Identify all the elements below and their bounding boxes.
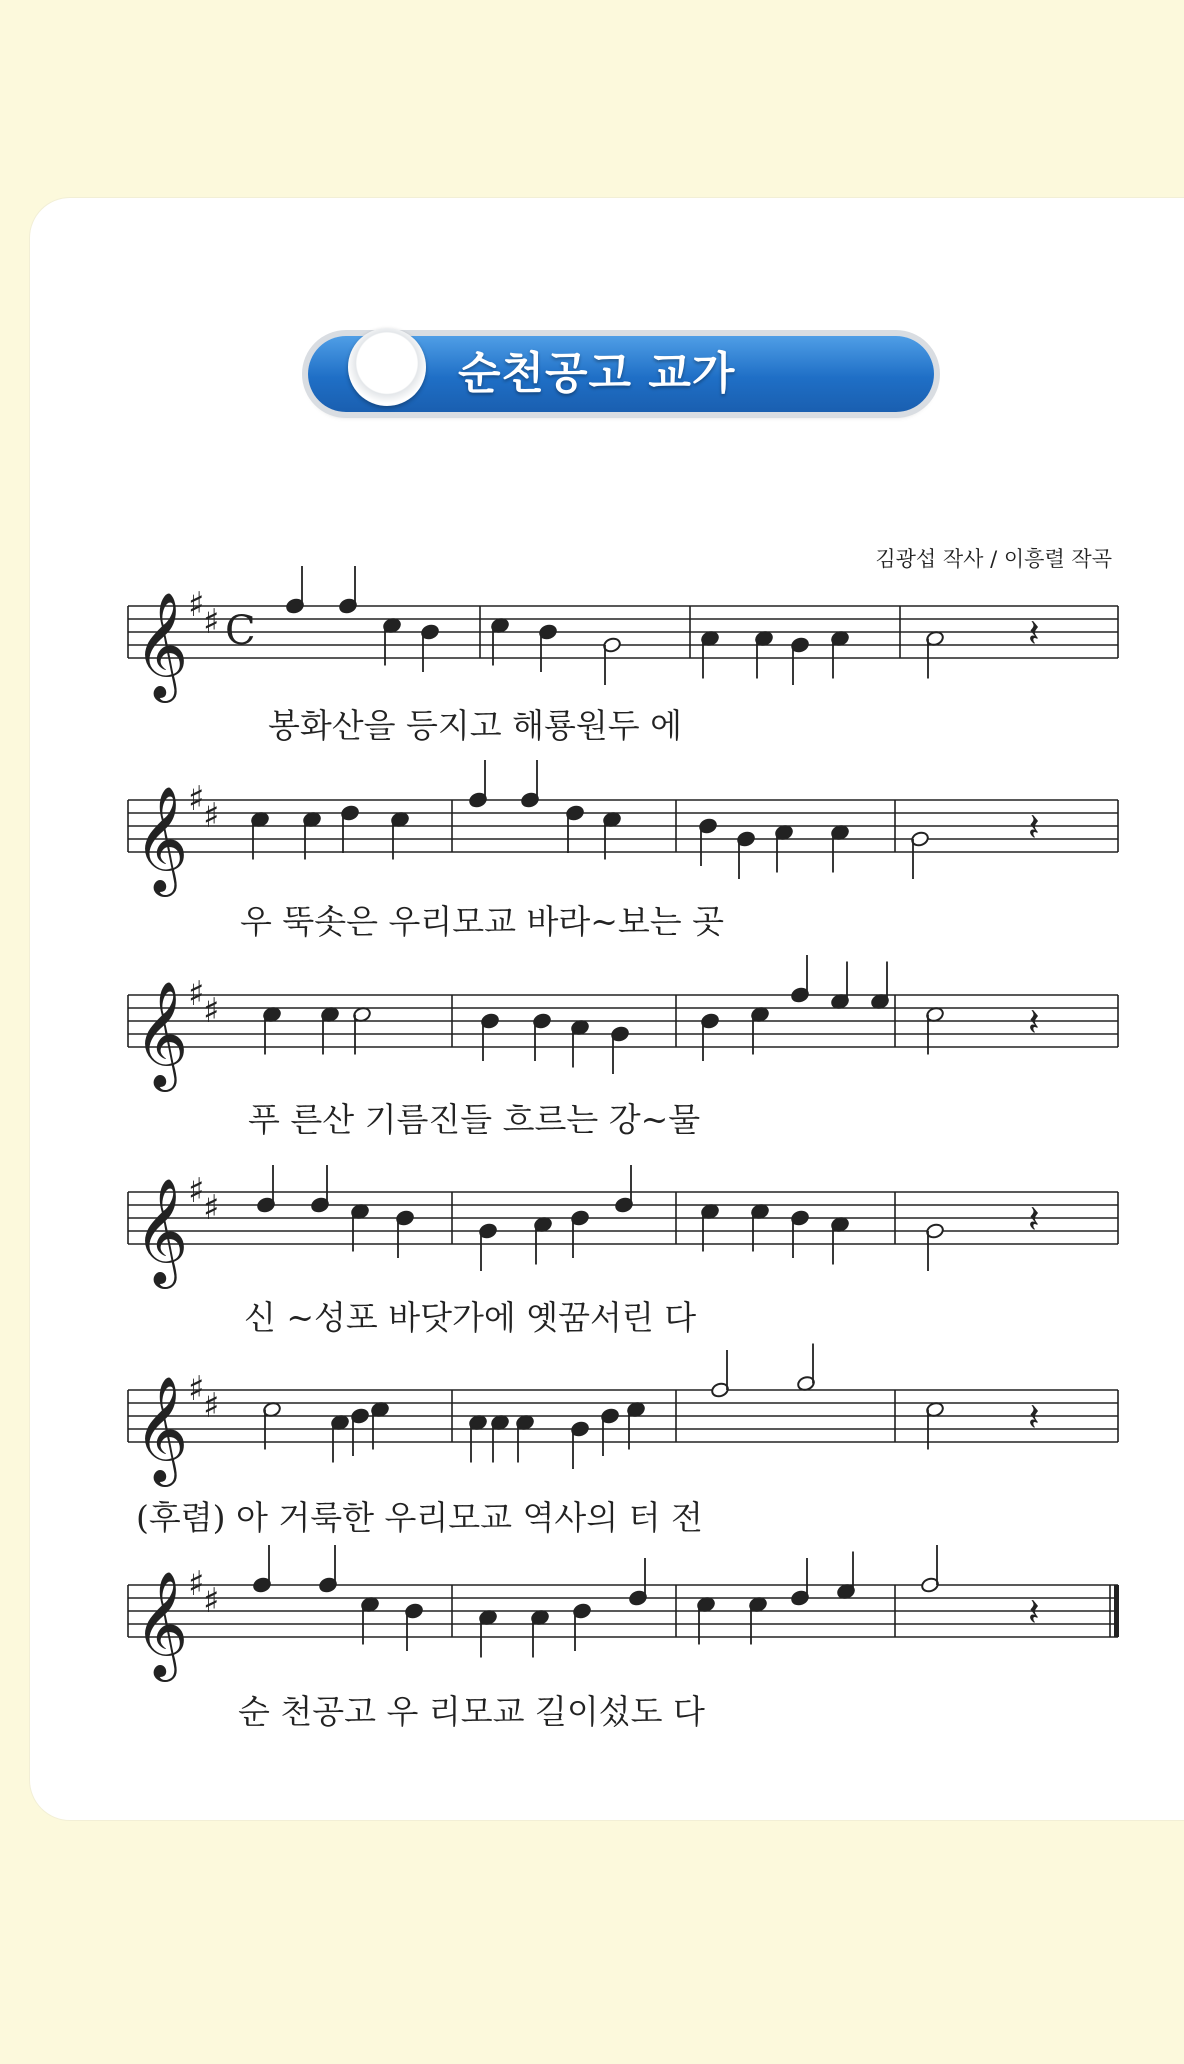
final-barline [1114, 1585, 1119, 1637]
quarter-rest-icon: 𝄽 [1028, 1590, 1040, 1634]
time-signature: C [225, 608, 256, 654]
quarter-rest-icon: 𝄽 [1028, 805, 1040, 849]
sharp-icon: ♯ [188, 779, 205, 819]
sharp-icon: ♯ [203, 1581, 220, 1621]
treble-clef-icon: 𝄞 [134, 785, 189, 892]
quarter-rest-icon: 𝄽 [1028, 1197, 1040, 1241]
treble-clef-icon: 𝄞 [134, 980, 189, 1087]
quarter-rest-icon: 𝄽 [1028, 1000, 1040, 1044]
sharp-icon: ♯ [188, 974, 205, 1014]
treble-clef-icon: 𝄞 [134, 1570, 189, 1677]
sharp-icon: ♯ [203, 796, 220, 836]
treble-clef-icon: 𝄞 [134, 591, 189, 698]
sharp-icon: ♯ [188, 1369, 205, 1409]
sharp-icon: ♯ [203, 1386, 220, 1426]
treble-clef-icon: 𝄞 [134, 1177, 189, 1284]
treble-clef-icon: 𝄞 [134, 1375, 189, 1482]
quarter-rest-icon: 𝄽 [1028, 611, 1040, 655]
sharp-icon: ♯ [203, 1188, 220, 1228]
page-title: 순천공고 교가 [458, 348, 736, 399]
sharp-icon: ♯ [203, 602, 220, 642]
quarter-rest-icon: 𝄽 [1028, 1395, 1040, 1439]
sharp-icon: ♯ [188, 1564, 205, 1604]
sharp-icon: ♯ [188, 1171, 205, 1211]
credits: 김광섭 작사 / 이흥렬 작곡 [875, 547, 1112, 571]
sharp-icon: ♯ [203, 991, 220, 1031]
sharp-icon: ♯ [188, 585, 205, 625]
